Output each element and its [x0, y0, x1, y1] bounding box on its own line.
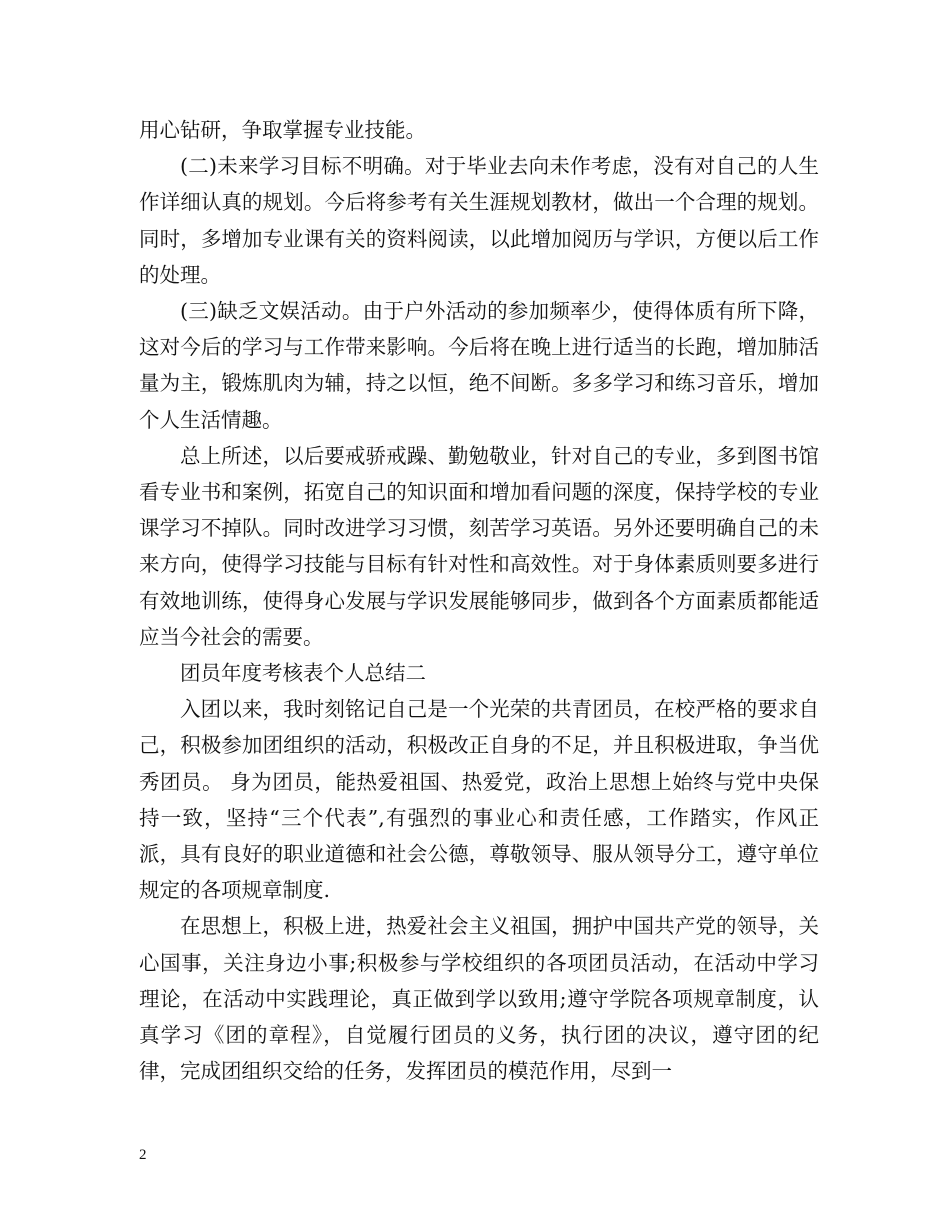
document-body — [139, 112, 819, 1089]
paragraph-3: (三)缺乏文娱活动。由于户外活动的参加频率少，使得体质有所下降，这对今后的学习与工作带来影响。今后将在晚上进行适当的长跑，增加肺活量为主，锻炼肌肉为辅，持之以恒，绝不间断。多多学习和练习音乐，增加个人生活情趣。 — [139, 299, 819, 432]
section-heading: 团员年度考核表个人总结二 — [180, 661, 426, 686]
page-number: 2 — [139, 1147, 147, 1163]
paragraph-2: (二)未来学习目标不明确。对于毕业去向未作考虑，没有对自己的人生作详细认真的规划。今后将参考有关生涯规划教材，做出一个合理的规划。同时，多增加专业课有关的资料阅读，以此增加阅历与学识，方便以后工作的处理。 — [139, 154, 819, 287]
paragraph-6: 在思想上，积极上进，热爱社会主义祖国，拥护中国共产党的领导，关心国事，关注身边小事;积极参与学校组织的各项团员活动，在活动中学习理论，在活动中实践理论，真正做到学以致用;遵守学院各项规章制度，认真学习《团的章程》，自觉履行团员的义务，执行团的决议，遵守团的纪律，完成团组织交给的任务，发挥团员的模范作用，尽到一 — [139, 914, 819, 1084]
paragraph-1: 用心钻研，争取掌握专业技能。 — [139, 118, 426, 142]
paragraph-5: 入团以来，我时刻铭记自己是一个光荣的共青团员，在校严格的要求自己，积极参加团组织的活动，积极改正自身的不足，并且积极进取，争当优秀团员。 身为团员，能热爱祖国、热爱党，政治上思想上始终与党中央保持一致，坚持“三个代表”,有强烈的事业心和责任感，工作踏实，作风正派，具有良好的职业道德和社会公德，尊敬领导、服从领导分工，遵守单位规定的各项规章制度. — [139, 697, 819, 903]
paragraph-4: 总上所述，以后要戒骄戒躁、勤勉敬业，针对自己的专业，多到图书馆看专业书和案例，拓宽自己的知识面和增加看问题的深度，保持学校的专业课学习不掉队。同时改进学习习惯，刻苦学习英语。另外还要明确自己的未来方向，使得学习技能与目标有针对性和高效性。对于身体素质则要多进行有效地训练，使得身心发展与学识发展能够同步，做到各个方面素质都能适应当今社会的需要。 — [139, 443, 819, 649]
